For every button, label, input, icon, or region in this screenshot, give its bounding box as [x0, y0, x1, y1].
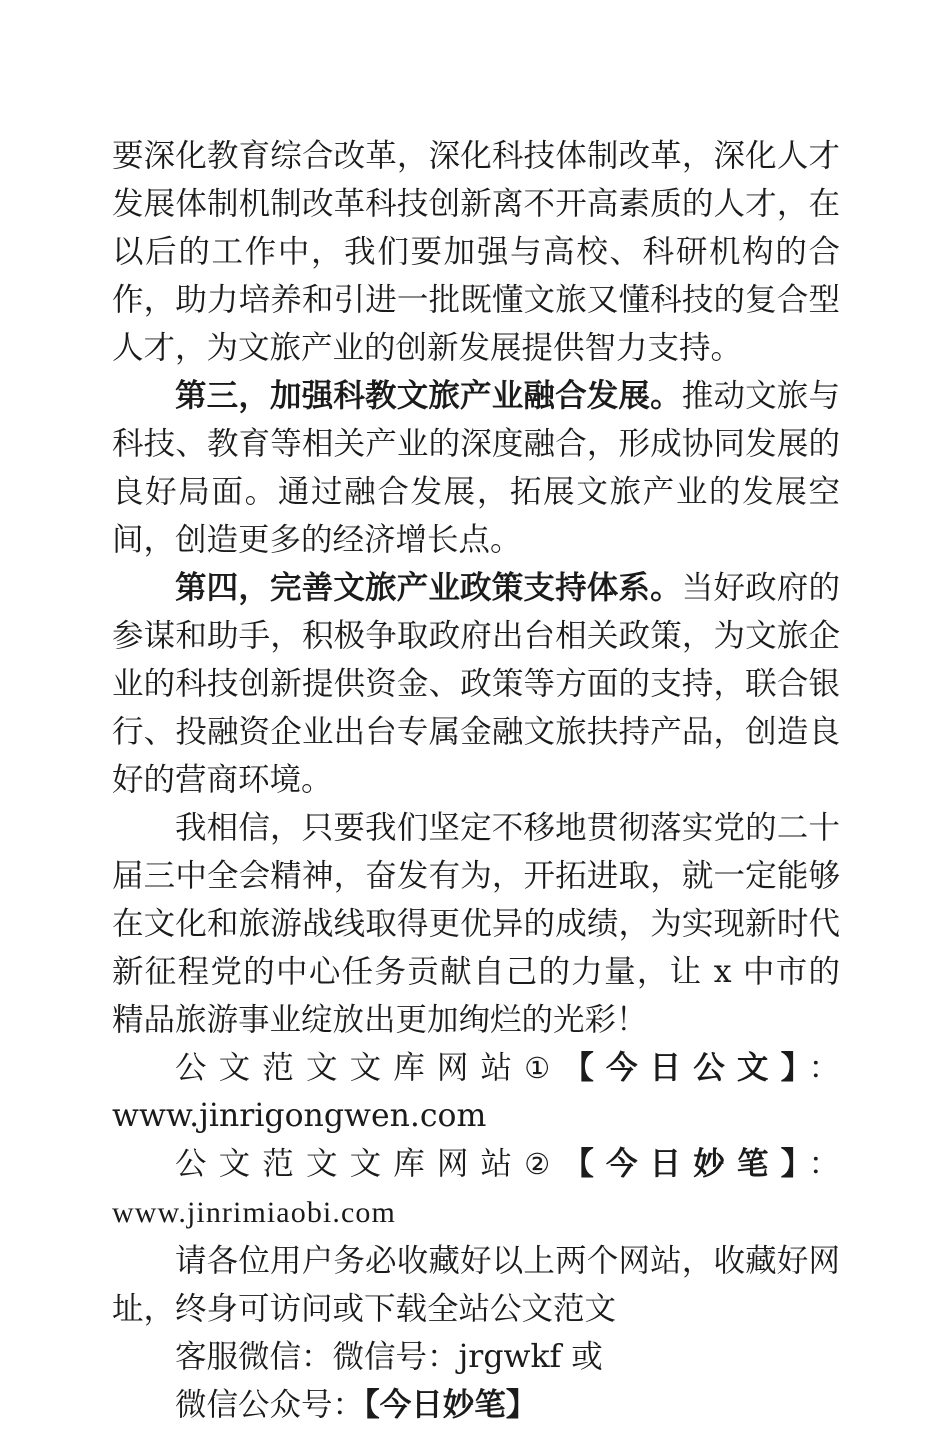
footer-site-two-brand: 【今日妙笔】 [562, 1145, 809, 1182]
footer-site-one-separator: ： [808, 1050, 840, 1086]
footer-site-one-label: 公文范文文库网站 [175, 1050, 525, 1086]
footer-service-wechat: 客服微信：微信号：jrgwkf 或 [175, 1339, 603, 1375]
footer-bookmark-notice: 请各位用户务必收藏好以上两个网站，收藏好网址，终身可访问或下载全站公文范文 [112, 1243, 840, 1327]
paragraph-point-four-text: 当好政府的参谋和助手，积极争取政府出台相关政策，为文旅企业的科技创新提供资金、政策等方面的支持，联合银行、投融资企业出台专属金融文旅扶持产品，创造良好的营商环境。 [112, 570, 840, 798]
footer-official-account-label: 微信公众号： [175, 1387, 365, 1423]
footer-official-account-name: 【今日妙笔】 [364, 1386, 538, 1423]
footer-site-one-url[interactable]: www.jinrigongwen.com [112, 1098, 487, 1134]
paragraph-education-reform: 要深化教育综合改革，深化科技体制改革，深化人才发展体制机制改革科技创新离不开高素质的人才，在以后的工作中，我们要加强与高校、科研机构的合作，助力培养和引进一批既懂文旅又懂科技的复合型人才，为文旅产业的创新发展提供智力支持。 [112, 138, 840, 366]
footer-official-account [112, 1381, 840, 1429]
footer-site-one-brand: 【今日公文】 [562, 1049, 809, 1086]
footer-site-two-separator: ： [808, 1146, 840, 1182]
paragraph-point-three-text: 推动文旅与科技、教育等相关产业的深度融合，形成协同发展的良好局面。通过融合发展，拓展文旅产业的发展空间，创造更多的经济增长点。 [112, 378, 840, 558]
footer-site-two-line [112, 1140, 840, 1237]
footer-site-one-line [112, 1044, 840, 1092]
paragraph-point-three [112, 372, 840, 564]
heading-point-three: 第三，加强科教文旅产业融合发展。 [175, 377, 682, 414]
heading-point-four: 第四，完善文旅产业政策支持体系。 [175, 569, 682, 606]
footer-site-two-marker-icon: ② [524, 1147, 563, 1181]
paragraph-point-four [112, 564, 840, 804]
footer-site-two-label: 公文范文文库网站 [175, 1146, 525, 1182]
footer-site-one-marker-icon: ① [524, 1051, 563, 1085]
footer-site-two-url[interactable]: www.jinrimiaobi.com [112, 1196, 396, 1229]
paragraph-closing-belief: 我相信，只要我们坚定不移地贯彻落实党的二十届三中全会精神，奋发有为，开拓进取，就一定能够在文化和旅游战线取得更优异的成绩，为实现新时代新征程党的中心任务贡献自己的力量，让 x 中市的精品旅游事业绽放出更加绚烂的光彩！ [112, 810, 840, 1038]
document-text-body [112, 132, 840, 1429]
